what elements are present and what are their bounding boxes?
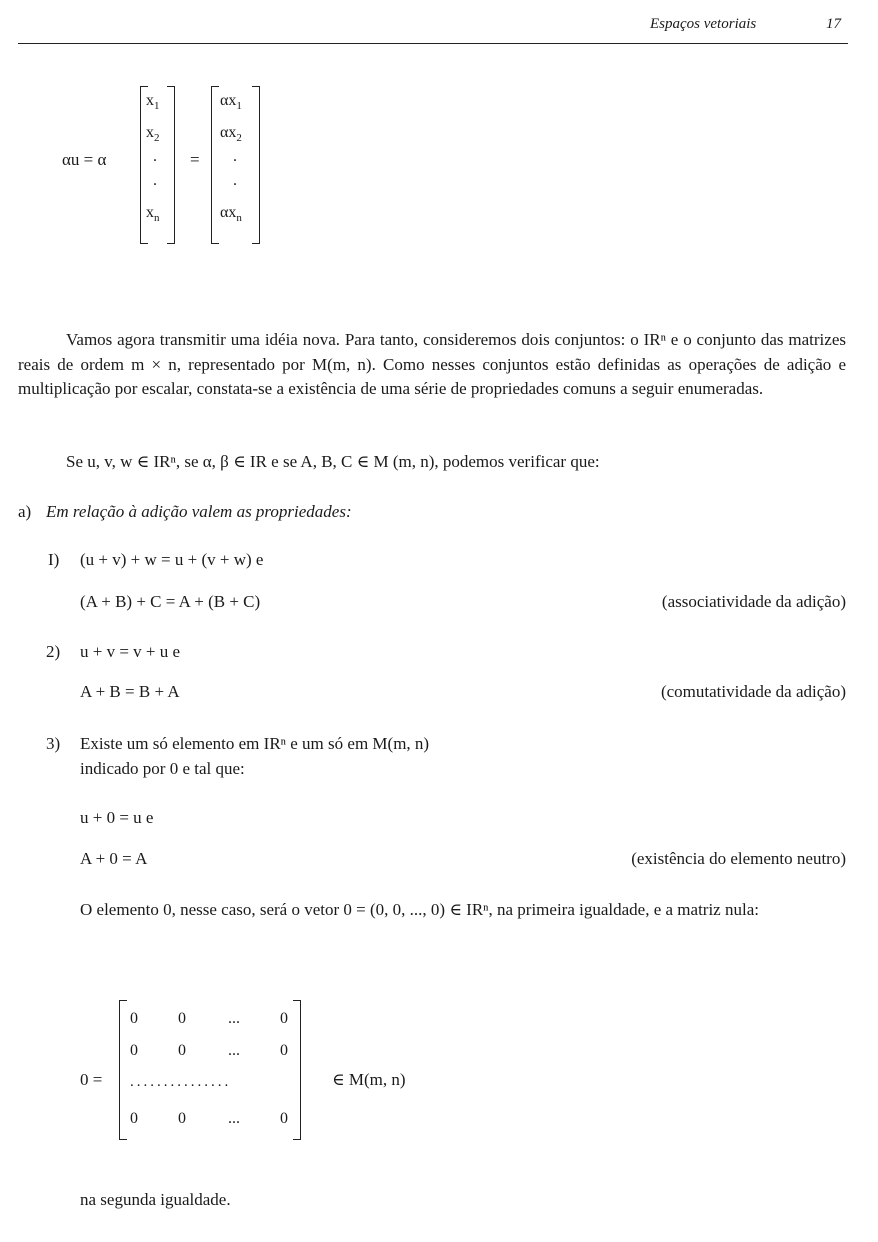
matrix-cell: ...	[228, 1042, 240, 1059]
matrix-dotted-row: ...............	[130, 1074, 232, 1090]
right-vector-entry: $\alpha x_2$	[220, 124, 242, 144]
matrix-cell: 0	[280, 1042, 288, 1059]
matrix-cell: 0	[178, 1010, 186, 1027]
intro-paragraph: Vamos agora transmitir uma idéia nova. Para tanto, consideremos dois conjuntos: o IRⁿ e o conjunto das matrizes reais de ordem m × n, representado por M(m, n). Como nesses conjuntos estão definidas as operações de adição e multiplicação por escalar, constata-se a existência de uma série de propriedades comuns a seguir enumeradas.	[18, 330, 846, 398]
property-statement: indicado por 0 e tal que:	[80, 759, 245, 778]
matrix-cell: 0	[280, 1010, 288, 1027]
header-rule	[18, 43, 848, 44]
hypothesis-line: Se u, v, w ∈ IRⁿ, se α, β ∈ IR e se A, B, C ∈ M (m, n), podemos verificar que:	[66, 452, 600, 471]
right-vector-entry: .	[233, 172, 237, 189]
equation-lhs: αu = α	[62, 150, 107, 169]
page-number: 17	[826, 16, 841, 32]
equals-sign: =	[190, 150, 200, 169]
right-vector-entry: .	[233, 148, 237, 165]
matrix-membership: ∈ M(m, n)	[332, 1070, 406, 1089]
property-equation: (u + v) + w = u + (v + w) e	[80, 550, 264, 569]
right-vector-entry: $\alpha x_n$	[220, 204, 242, 224]
matrix-cell: 0	[178, 1110, 186, 1127]
zero-element-paragraph: O elemento 0, nesse caso, será o vetor 0 = (0, 0, ..., 0) ∈ IRⁿ, na primeira igualdade, e a matriz nula:	[80, 900, 759, 919]
matrix-cell: 0	[130, 1010, 138, 1027]
property-name: (comutatividade da adição)	[660, 682, 846, 701]
property-number: 2)	[46, 642, 61, 661]
running-title: Espaços vetoriais	[650, 16, 757, 32]
left-vector-bracket-close	[167, 86, 175, 244]
matrix-cell: ...	[228, 1010, 240, 1027]
matrix-bracket-close	[293, 1000, 301, 1140]
left-vector-entry: $x_n$	[146, 204, 160, 224]
right-vector-bracket-open	[211, 86, 219, 244]
matrix-cell: 0	[178, 1042, 186, 1059]
closing-text: na segunda igualdade.	[80, 1190, 231, 1209]
right-vector-bracket-close	[252, 86, 260, 244]
matrix-bracket-open	[119, 1000, 127, 1140]
left-vector-entry: $x_2$	[146, 124, 160, 144]
section-title: Em relação à adição valem as propriedades:	[46, 502, 352, 521]
left-vector-entry: .	[153, 148, 157, 165]
section-marker: a)	[18, 502, 32, 521]
property-name: (associatividade da adição)	[661, 592, 846, 611]
property-equation: A + 0 = A	[80, 849, 148, 868]
matrix-cell: 0	[130, 1110, 138, 1127]
property-number: I)	[48, 550, 60, 569]
property-name: (existência do elemento neutro)	[631, 849, 846, 868]
property-number: 3)	[46, 734, 61, 753]
left-vector-entry: $x_1$	[146, 92, 160, 112]
property-equation: (A + B) + C = A + (B + C)	[80, 592, 261, 611]
left-vector-entry: .	[153, 172, 157, 189]
right-vector-entry: $\alpha x_1$	[220, 92, 242, 112]
matrix-cell: ...	[228, 1110, 240, 1127]
property-equation: A + B = B + A	[80, 682, 180, 701]
matrix-cell: 0	[280, 1110, 288, 1127]
property-equation: u + 0 = u e	[80, 808, 154, 827]
property-statement: Existe um só elemento em IRⁿ e um só em M(m, n)	[80, 734, 430, 753]
property-equation: u + v = v + u e	[80, 642, 181, 661]
zero-matrix-lhs: 0 =	[80, 1070, 103, 1089]
matrix-cell: 0	[130, 1042, 138, 1059]
